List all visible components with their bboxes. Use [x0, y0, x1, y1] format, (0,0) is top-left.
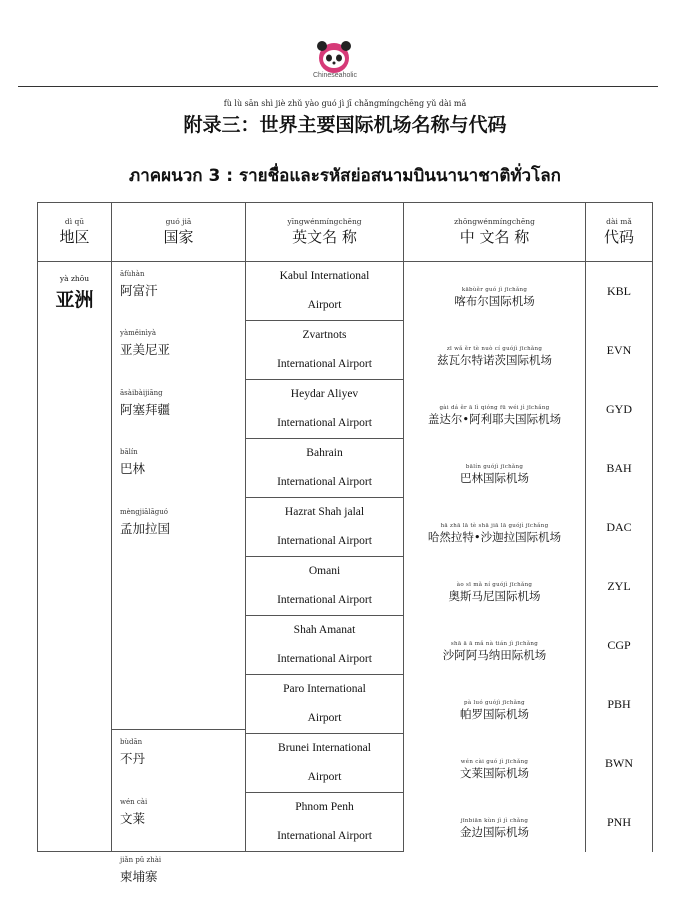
chinese-name: 哈然拉特•沙迦拉国际机场	[427, 529, 562, 544]
english-name-line2: International Airport	[277, 653, 372, 665]
chinese-name: 兹瓦尔特诺茨国际机场	[437, 352, 552, 367]
country-item	[120, 329, 170, 358]
region-pinyin: yà zhōu	[59, 274, 90, 283]
airport-code: CGP	[586, 616, 653, 675]
english-name-line1: Zvartnots	[302, 329, 347, 341]
english-name-cell	[246, 262, 404, 321]
airport-code: PBH	[586, 675, 653, 734]
english-name-line1: Heydar Aliyev	[290, 388, 359, 400]
english-name-line1: Paro International	[283, 683, 366, 695]
english-name-cell	[246, 321, 404, 380]
country-name: 巴林	[120, 461, 146, 476]
english-name-cell	[246, 675, 404, 734]
english-name-line2: International Airport	[277, 476, 372, 488]
country-pinyin: āsàibàijiāng	[120, 389, 163, 397]
chinese-name: 沙阿阿马纳田际机场	[442, 647, 547, 662]
english-name-cell	[246, 498, 404, 557]
chinese-name-cell	[404, 616, 586, 675]
brand-name: Chineseaholic	[313, 72, 357, 79]
english-name-cell	[246, 557, 404, 616]
chinese-name-pinyin: wén cài guó jì jīchǎng	[460, 758, 529, 765]
chinese-name-pinyin: kābùěr guó jì jīchǎng	[461, 286, 528, 293]
airport-code: GYD	[586, 380, 653, 439]
country-item	[120, 448, 145, 477]
chinese-name: 奥斯马尼国际机场	[448, 588, 541, 603]
thai-title: ภาคผนวก 3 : รายชื่อและรหัสย่อสนามบินนานาชาติทั่วโลก	[129, 166, 561, 186]
airport-code: EVN	[586, 321, 653, 380]
chinese-name: 帕罗国际机场	[460, 706, 529, 721]
english-name-line1: Phnom Penh	[295, 801, 354, 813]
country-name: 阿富汗	[120, 283, 158, 298]
chinese-name: 金边国际机场	[460, 824, 529, 839]
english-name-line1: Shah Amanat	[293, 624, 356, 636]
country-item	[120, 508, 170, 537]
chinese-name-pinyin: ào sī mǎ ní guójì jīchǎng	[456, 581, 533, 588]
chinese-name-cell	[404, 498, 586, 557]
chinese-name: 喀布尔国际机场	[454, 293, 535, 308]
header-chinese-name: zhōngwénmíngchēng 中 文名 称	[404, 203, 586, 262]
chinese-name-pinyin: shā ā ā mǎ nà tián jì jīchǎng	[450, 640, 539, 647]
country-name: 亚美尼亚	[120, 342, 171, 357]
airport-code: ZYL	[586, 557, 653, 616]
country-cell	[112, 262, 246, 884]
airport-code: PNH	[586, 793, 653, 852]
chinese-name-pinyin: bālín guójì jīchǎng	[465, 463, 524, 470]
country-name: 文莱	[120, 811, 146, 826]
region-cell	[38, 262, 112, 852]
english-name-line1: Kabul International	[279, 270, 370, 282]
english-name-line2: Airport	[307, 771, 342, 783]
english-name-line1: Bahrain	[306, 447, 343, 459]
country-pinyin: mèngjiālāguó	[120, 508, 168, 516]
english-name-line2: International Airport	[277, 535, 372, 547]
country-pinyin: wén cài	[120, 798, 148, 806]
english-name-line1: Omani	[308, 565, 341, 577]
chinese-name: 盖达尔•阿利耶夫国际机场	[427, 411, 562, 426]
country-pinyin: jiǎn pǔ zhài	[120, 856, 162, 864]
english-name-cell	[246, 734, 404, 793]
airport-table	[37, 202, 653, 884]
chinese-name-cell	[404, 262, 586, 321]
region-name: 亚洲	[55, 289, 94, 311]
english-name-cell	[246, 616, 404, 675]
header-region: dì qū 地区	[38, 203, 112, 262]
english-name-line2: Airport	[307, 299, 342, 311]
chinese-name-cell	[404, 439, 586, 498]
country-name: 不丹	[120, 751, 146, 766]
page-title: 附录三：世界主要国际机场名称与代码	[183, 114, 507, 136]
english-name-line2: International Airport	[277, 417, 372, 429]
chinese-name-pinyin: jīnbiān kùn jì jì chǎng	[460, 817, 529, 824]
chinese-name: 文莱国际机场	[460, 765, 529, 780]
english-name-cell	[246, 380, 404, 439]
chinese-name-pinyin: pà luó guójì jīchǎng	[464, 699, 525, 706]
country-pinyin: āfùhàn	[120, 270, 145, 278]
chinese-name-cell	[404, 321, 586, 380]
header-country: guó jiā 国家	[112, 203, 246, 262]
english-name-line2: International Airport	[277, 594, 372, 606]
country-divider	[112, 729, 245, 730]
chinese-name-cell	[404, 557, 586, 616]
english-name-cell	[246, 793, 404, 852]
header-english-name: yīngwénmíngchēng 英文名 称	[246, 203, 404, 262]
country-name: 孟加拉国	[120, 521, 171, 536]
country-item	[120, 856, 161, 885]
header-code: dài mǎ 代码	[586, 203, 653, 262]
country-pinyin: bālín	[120, 448, 138, 456]
country-name: 柬埔寨	[120, 869, 158, 884]
chinese-name-pinyin: gài dá ěr ā lì qióng fū wéi jì jīchǎng	[439, 404, 550, 411]
airport-code: BAH	[586, 439, 653, 498]
english-name-cell	[246, 439, 404, 498]
table-row	[38, 262, 653, 321]
country-name: 阿塞拜疆	[120, 402, 171, 417]
airport-code: DAC	[586, 498, 653, 557]
airport-code: BWN	[586, 734, 653, 793]
country-item	[120, 270, 158, 299]
english-name-line2: Airport	[307, 712, 342, 724]
country-pinyin: yàměinìyà	[120, 329, 157, 337]
header-rule	[18, 86, 658, 87]
chinese-name-pinyin: hā zhā lā tè shā jiā lā guójì jīchǎng	[440, 522, 549, 529]
chinese-name-cell	[404, 380, 586, 439]
chinese-name: 巴林国际机场	[460, 470, 529, 485]
chinese-name-cell	[404, 793, 586, 852]
chinese-name-cell	[404, 675, 586, 734]
chinese-name-pinyin: zī wǎ ěr tè nuò cí guójì jīchǎng	[446, 345, 543, 352]
english-name-line1: Brunei International	[278, 742, 371, 754]
title-pinyin: fù lù sān shì jiè zhǔ yào guó jì jī chǎngmíngchēng yǔ dài mǎ	[223, 99, 467, 108]
country-pinyin: bùdān	[120, 738, 143, 746]
country-item	[120, 798, 147, 827]
table-header	[38, 203, 653, 262]
country-item	[120, 738, 145, 767]
english-name-line2: International Airport	[277, 830, 372, 842]
english-name-line2: International Airport	[277, 358, 372, 370]
airport-code: KBL	[586, 262, 653, 321]
country-item	[120, 389, 170, 418]
english-name-line1: Hazrat Shah jalal	[284, 506, 365, 518]
chinese-name-cell	[404, 734, 586, 793]
